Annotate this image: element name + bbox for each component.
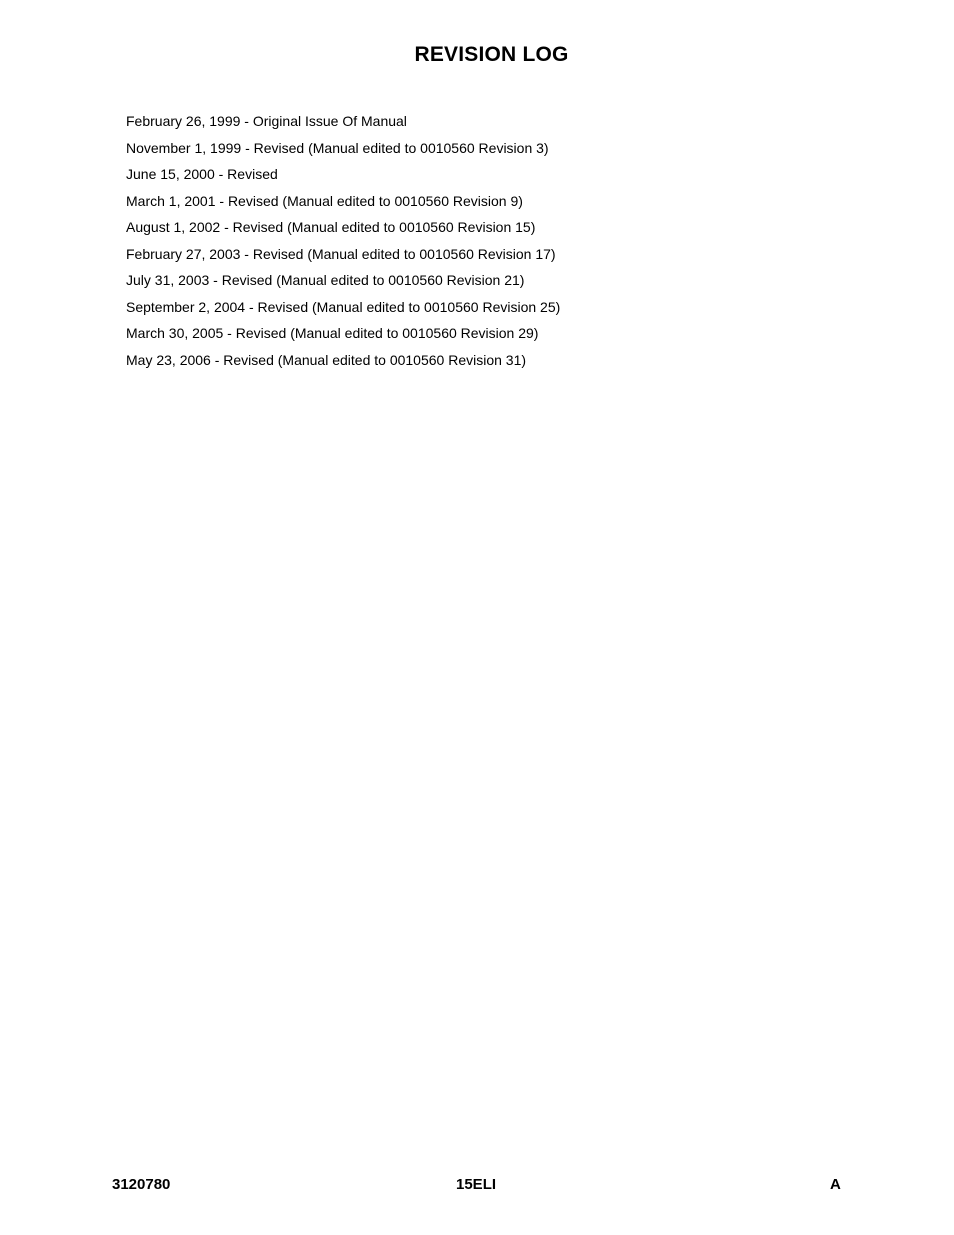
revision-entry: November 1, 1999 - Revised (Manual edited to 0010560 Revision 3) (126, 139, 549, 156)
revision-entry: February 27, 2003 - Revised (Manual edited to 0010560 Revision 17) (126, 245, 556, 262)
revision-list (126, 108, 560, 373)
page-footer (0, 1176, 954, 1196)
revision-entry: March 1, 2001 - Revised (Manual edited to 0010560 Revision 9) (126, 192, 523, 209)
revision-entry: February 26, 1999 - Original Issue Of Manual (126, 113, 407, 129)
footer-model: 15ELI (456, 1176, 497, 1193)
revision-entry: May 23, 2006 - Revised (Manual edited to 0010560 Revision 31) (126, 351, 527, 368)
footer-page-label: A (830, 1176, 841, 1193)
revision-entry: March 30, 2005 - Revised (Manual edited to 0010560 Revision 29) (126, 325, 539, 341)
page-title: REVISION LOG (414, 43, 569, 66)
revision-entry: September 2, 2004 - Revised (Manual edited to 0010560 Revision 25) (126, 298, 561, 315)
revision-entry: June 15, 2000 - Revised (126, 166, 278, 182)
revision-entry: August 1, 2002 - Revised (Manual edited to 0010560 Revision 15) (126, 219, 536, 235)
footer-part-number: 3120780 (112, 1176, 171, 1193)
revision-entry: July 31, 2003 - Revised (Manual edited to 0010560 Revision 21) (126, 272, 525, 288)
